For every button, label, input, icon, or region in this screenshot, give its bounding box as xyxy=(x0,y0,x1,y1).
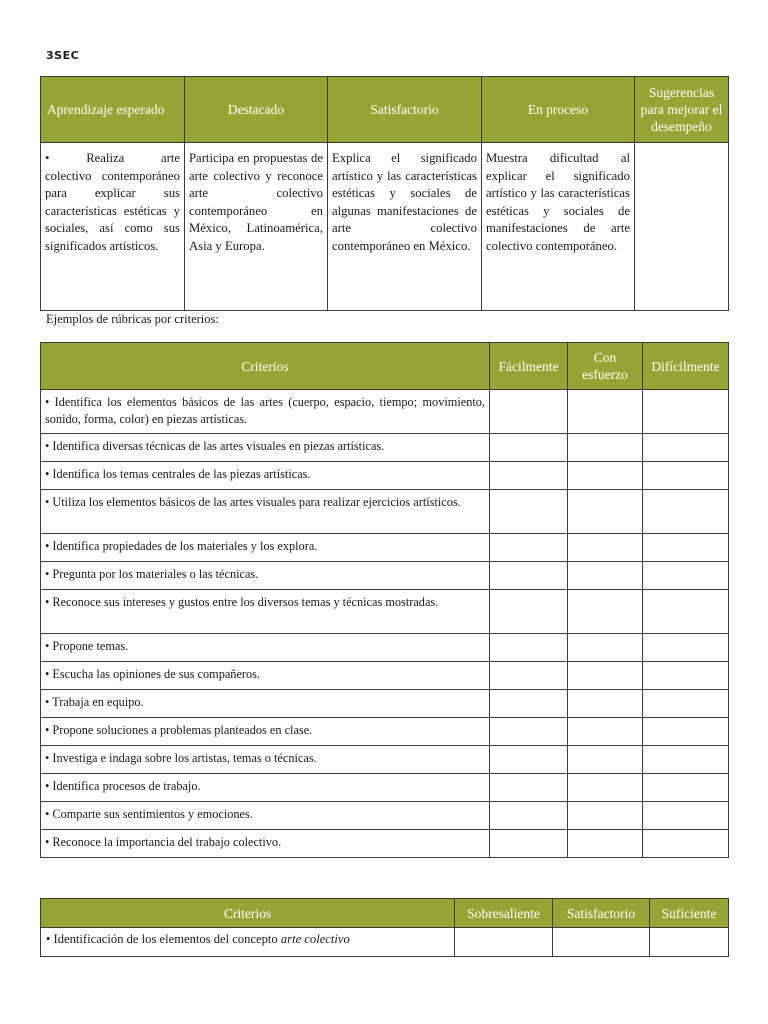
criterion-cell: • Investiga e indaga sobre los artistas, temas o técnicas. xyxy=(41,746,490,774)
table-row xyxy=(41,534,729,562)
criterion-cell: • Propone temas. xyxy=(41,634,490,662)
rating-cell-dificilmente[interactable] xyxy=(643,746,729,774)
table-row xyxy=(41,490,729,534)
rating-cell-con-esfuerzo[interactable] xyxy=(568,690,643,718)
rating-cell-dificilmente[interactable] xyxy=(643,830,729,858)
criterion-cell: • Utiliza los elementos básicos de las artes visuales para realizar ejercicios artísticos. xyxy=(41,490,490,534)
rating-cell-facilmente[interactable] xyxy=(490,634,568,662)
table-row xyxy=(41,830,729,858)
cell-destacado: Participa en propuestas de arte colectivo y reconoce arte colectivo contemporáneo en México, Latinoamérica, Asia y Europa. xyxy=(185,143,328,311)
rating-cell-con-esfuerzo[interactable] xyxy=(568,746,643,774)
rating-cell-dificilmente[interactable] xyxy=(643,490,729,534)
header-con-esfuerzo: Con esfuerzo xyxy=(568,343,643,390)
rubric-caption: Ejemplos de rúbricas por criterios: xyxy=(46,312,219,326)
cell-en-proceso: Muestra dificultad al explicar el significado artístico y las características estéticas y sociales de manifestaciones de arte colectivo contemporáneo. xyxy=(482,143,635,311)
criterion-cell: • Pregunta por los materiales o las técnicas. xyxy=(41,562,490,590)
table-row xyxy=(41,690,729,718)
rating-cell-facilmente[interactable] xyxy=(490,462,568,490)
criterion-cell: • Comparte sus sentimientos y emociones. xyxy=(41,802,490,830)
criterion-cell xyxy=(41,928,455,957)
rating-cell-dificilmente[interactable] xyxy=(643,774,729,802)
rating-cell-facilmente[interactable] xyxy=(490,434,568,462)
criterion-cell: • Identifica propiedades de los materiales y los explora. xyxy=(41,534,490,562)
table-row xyxy=(41,746,729,774)
rating-cell-con-esfuerzo[interactable] xyxy=(568,590,643,634)
criterion-cell: • Escucha las opiniones de sus compañeros. xyxy=(41,662,490,690)
rating-cell-dificilmente[interactable] xyxy=(643,434,729,462)
table-row xyxy=(41,802,729,830)
table-row xyxy=(41,143,729,311)
criterion-cell: • Reconoce la importancia del trabajo colectivo. xyxy=(41,830,490,858)
table-row xyxy=(41,662,729,690)
rating-cell-con-esfuerzo[interactable] xyxy=(568,830,643,858)
rating-cell-con-esfuerzo[interactable] xyxy=(568,534,643,562)
rating-cell-dificilmente[interactable] xyxy=(643,390,729,434)
rating-cell-facilmente[interactable] xyxy=(490,390,568,434)
table-row xyxy=(41,390,729,434)
rating-cell-con-esfuerzo[interactable] xyxy=(568,390,643,434)
table-row xyxy=(41,562,729,590)
rating-cell-dificilmente[interactable] xyxy=(643,590,729,634)
table-row xyxy=(41,462,729,490)
rating-cell-satisfactorio[interactable] xyxy=(553,928,650,957)
rating-cell-facilmente[interactable] xyxy=(490,802,568,830)
criterion-cell: • Identifica los elementos básicos de las artes (cuerpo, espacio, tiempo; movimiento, sonido, forma, color) en piezas artísticas. xyxy=(41,390,490,434)
header-aprendizaje: Aprendizaje esperado xyxy=(41,77,185,143)
header-criterios: Criterios xyxy=(41,899,455,928)
rating-cell-facilmente[interactable] xyxy=(490,774,568,802)
rating-cell-dificilmente[interactable] xyxy=(643,534,729,562)
table-row xyxy=(41,590,729,634)
header-criterios: Criterios xyxy=(41,343,490,390)
header-dificilmente: Difícilmente xyxy=(643,343,729,390)
header-destacado: Destacado xyxy=(185,77,328,143)
rating-cell-con-esfuerzo[interactable] xyxy=(568,718,643,746)
table-row xyxy=(41,434,729,462)
table-row xyxy=(41,718,729,746)
rating-cell-dificilmente[interactable] xyxy=(643,562,729,590)
criterion-cell: • Identifica los temas centrales de las piezas artísticas. xyxy=(41,462,490,490)
rating-cell-dificilmente[interactable] xyxy=(643,634,729,662)
criterion-cell: • Propone soluciones a problemas planteados en clase. xyxy=(41,718,490,746)
rating-cell-facilmente[interactable] xyxy=(490,662,568,690)
table-row xyxy=(41,774,729,802)
criterion-cell: • Identifica procesos de trabajo. xyxy=(41,774,490,802)
table-row xyxy=(41,634,729,662)
rating-cell-con-esfuerzo[interactable] xyxy=(568,462,643,490)
rating-cell-sobresaliente[interactable] xyxy=(455,928,553,957)
header-suficiente: Suficiente xyxy=(650,899,729,928)
criteria-rubric-table xyxy=(40,342,729,858)
rating-cell-facilmente[interactable] xyxy=(490,590,568,634)
rating-cell-con-esfuerzo[interactable] xyxy=(568,562,643,590)
rating-cell-facilmente[interactable] xyxy=(490,830,568,858)
rating-cell-con-esfuerzo[interactable] xyxy=(568,802,643,830)
rating-cell-con-esfuerzo[interactable] xyxy=(568,662,643,690)
header-sugerencias: Sugerencias para mejorar el desempeño xyxy=(635,77,729,143)
rating-cell-dificilmente[interactable] xyxy=(643,462,729,490)
rating-cell-con-esfuerzo[interactable] xyxy=(568,490,643,534)
cell-aprendizaje: • Realiza arte colectivo contemporáneo para explicar sus características estéticas y sociales, así como sus significados artísticos. xyxy=(41,143,185,311)
criterion-cell: • Trabaja en equipo. xyxy=(41,690,490,718)
concept-rubric-table xyxy=(40,898,729,957)
cell-satisfactorio: Explica el significado artístico y las características estéticas y sociales de algunas manifestaciones de arte colectivo contemporáneo en México. xyxy=(328,143,482,311)
rating-cell-facilmente[interactable] xyxy=(490,690,568,718)
rating-cell-facilmente[interactable] xyxy=(490,562,568,590)
rating-cell-dificilmente[interactable] xyxy=(643,718,729,746)
criterion-text: • Identificación de los elementos del concepto xyxy=(46,932,281,946)
rating-cell-dificilmente[interactable] xyxy=(643,690,729,718)
rating-cell-con-esfuerzo[interactable] xyxy=(568,434,643,462)
rating-cell-dificilmente[interactable] xyxy=(643,802,729,830)
header-satisfactorio: Satisfactorio xyxy=(328,77,482,143)
rating-cell-facilmente[interactable] xyxy=(490,534,568,562)
cell-sugerencias[interactable] xyxy=(635,143,729,311)
rating-cell-dificilmente[interactable] xyxy=(643,662,729,690)
criterion-cell: • Identifica diversas técnicas de las artes visuales en piezas artísticas. xyxy=(41,434,490,462)
header-satisfactorio: Satisfactorio xyxy=(553,899,650,928)
header-en-proceso: En proceso xyxy=(482,77,635,143)
rating-cell-facilmente[interactable] xyxy=(490,718,568,746)
grade-label: 3SEC xyxy=(46,49,80,62)
criterion-cell: • Reconoce sus intereses y gustos entre los diversos temas y técnicas mostradas. xyxy=(41,590,490,634)
criterion-emphasis: arte colectivo xyxy=(280,932,350,946)
rating-cell-facilmente[interactable] xyxy=(490,490,568,534)
header-sobresaliente: Sobresaliente xyxy=(455,899,553,928)
rating-cell-suficiente[interactable] xyxy=(650,928,729,957)
rating-cell-con-esfuerzo[interactable] xyxy=(568,774,643,802)
learning-rubric-table xyxy=(40,76,729,311)
table-row xyxy=(41,928,729,957)
rating-cell-con-esfuerzo[interactable] xyxy=(568,634,643,662)
header-facilmente: Fácilmente xyxy=(490,343,568,390)
rating-cell-facilmente[interactable] xyxy=(490,746,568,774)
